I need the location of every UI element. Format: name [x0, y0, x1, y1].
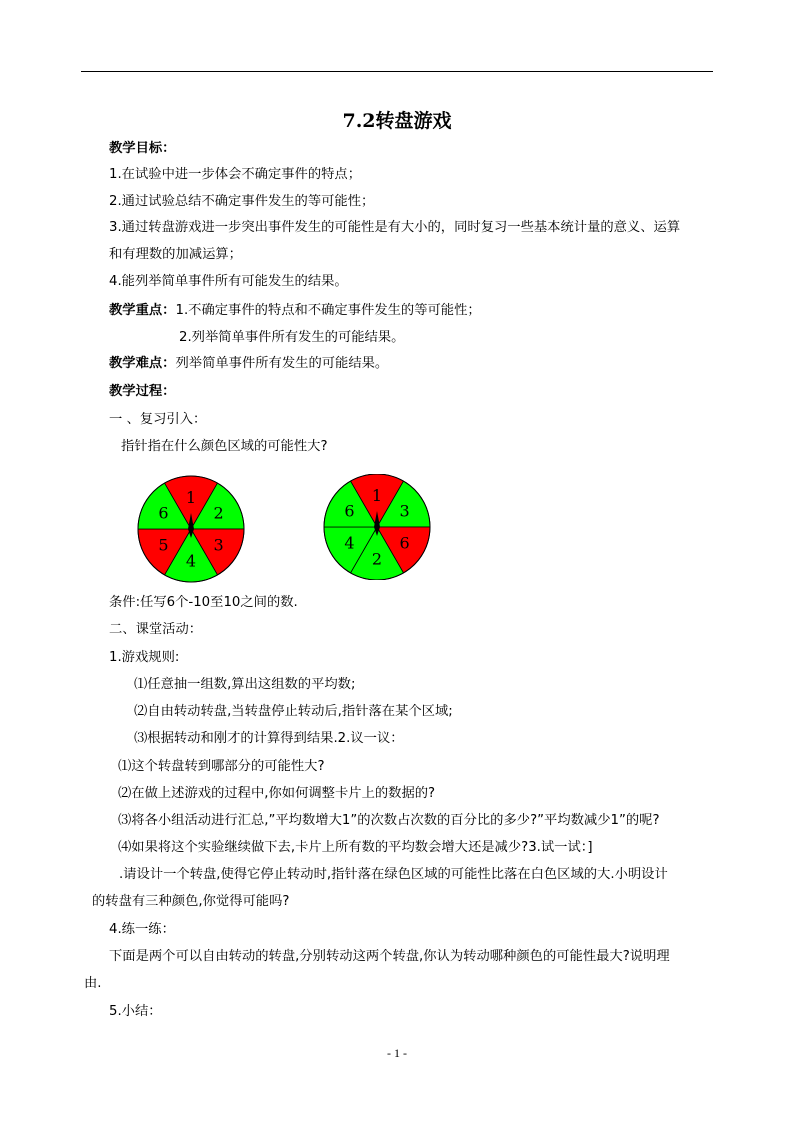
rule-item: ⑵自由转动转盘,当转盘停止转动后,指针落在某个区域; [134, 704, 453, 719]
key-point-item: 1.不确定事件的特点和不确定事件发生的等可能性； [175, 303, 481, 318]
difficulty-text: 列举简单事件所有发生的可能结果。 [175, 356, 389, 371]
key-points-label: 教学重点： [109, 303, 176, 318]
objectives-heading: 教学目标： [109, 141, 176, 156]
wheel-sector-label: 1 [371, 485, 383, 505]
page-number: - 1 - [387, 1046, 407, 1060]
wheel-sector-label: 6 [344, 501, 355, 521]
header-rule [81, 71, 713, 72]
practice-heading: 4.练一练： [109, 922, 175, 937]
wheel-sector-label: 2 [213, 503, 224, 523]
objective-item: 2.通过试验总结不确定事件发生的等可能性； [109, 194, 375, 209]
spinner-wheel-1 [137, 474, 245, 584]
difficulty-line [109, 355, 388, 373]
spinner-wheel-2 [322, 474, 432, 580]
section2-heading: 二、课堂活动： [109, 622, 203, 637]
wheel-sector-label: 5 [158, 535, 169, 555]
discuss-item: ⑶将各小组活动进行汇总,”平均数增大1”的次数占次数的百分比的多少?”平均数减少1”的呢? [118, 813, 660, 828]
discuss-item: ⑷如果将这个实验继续做下去,卡片上所有数的平均数会增大还是减少?3.试一试：] [118, 840, 593, 855]
wheel-sector-label: 3 [213, 535, 224, 555]
discuss-item: ⑵在做上述游戏的过程中,你如何调整卡片上的数据的? [118, 786, 436, 801]
objective-item: 和有理数的加减运算； [109, 247, 242, 262]
wheel-sector-label: 4 [344, 533, 355, 553]
practice-line: 由. [84, 976, 102, 991]
summary-heading: 5.小结： [109, 1004, 162, 1019]
process-heading: 教学过程： [109, 384, 176, 399]
section1-heading: 一 、复习引入： [109, 412, 207, 427]
rule-item: ⑶根据转动和刚才的计算得到结果.2.议一议： [134, 731, 404, 746]
try-line: .请设计一个转盘,使得它停止转动时,指针落在绿色区域的可能性比落在白色区域的大.小明设计 [119, 867, 668, 882]
rule-item: ⑴任意抽一组数,算出这组数的平均数; [134, 677, 356, 692]
discuss-item: ⑴这个转盘转到哪部分的可能性大? [118, 759, 325, 774]
wheel-sector-label: 1 [185, 487, 197, 507]
practice-line: 下面是两个可以自由转动的转盘,分别转动这两个转盘,你认为转动哪种颜色的可能性最大?说明理 [109, 949, 670, 964]
key-points-line [109, 302, 481, 320]
wheel-sector-label: 6 [399, 533, 410, 553]
rules-heading: 1.游戏规则: [109, 650, 180, 665]
section1-question: 指针指在什么颜色区域的可能性大? [121, 439, 328, 454]
objective-item: 1.在试验中进一步体会不确定事件的特点； [109, 167, 362, 182]
wheel-sector-label: 4 [185, 551, 197, 571]
objective-item: 3.通过转盘游戏进一步突出事件发生的可能性是有大小的，同时复习一些基本统计量的意义、运算 [109, 220, 681, 235]
wheel-sector-label: 3 [399, 501, 410, 521]
try-line: 的转盘有三种颜色,你觉得可能吗? [92, 894, 290, 909]
wheel-sector-label: 6 [158, 503, 169, 523]
condition-text: 条件:任写6个-10至10之间的数. [109, 595, 298, 610]
key-point-item: 2.列举简单事件所有发生的可能结果。 [179, 330, 405, 345]
difficulty-label: 教学难点： [109, 356, 176, 371]
page-title: 7.2转盘游戏 [342, 110, 452, 132]
objective-item: 4.能列举简单事件所有可能发生的结果。 [109, 274, 348, 289]
wheel-sector-label: 2 [371, 549, 383, 569]
